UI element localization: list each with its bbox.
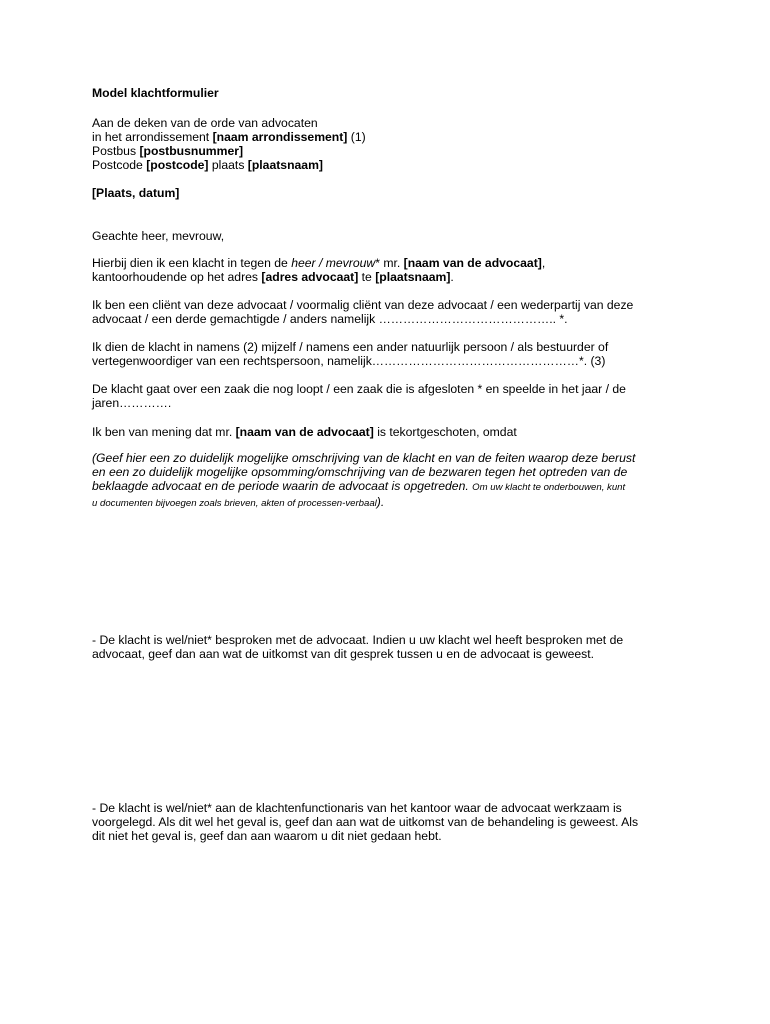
p8-line-3: dit niet het geval is, geef dan aan waarom u dit niet gedaan hebt.	[92, 829, 442, 843]
address-line-2	[92, 130, 692, 144]
advocaat-plaatsnaam-placeholder: [plaatsnaam]	[375, 270, 451, 284]
address-line-1: Aan de deken van de orde van advocaten	[92, 116, 318, 130]
paragraph-case-status	[92, 382, 692, 410]
p7-line-1: - De klacht is wel/niet* besproken met de advocaat. Indien u uw klacht wel heeft besproken met de	[92, 633, 624, 647]
postbus-label: Postbus	[92, 144, 140, 158]
paragraph-discussed-with-advocaat	[92, 633, 692, 661]
p3-line-1: Ik dien de klacht in namens (2) mijzelf / namens een ander natuurlijk persoon / als bestuurder of	[92, 340, 609, 354]
p5-advocaat-placeholder: [naam van de advocaat]	[235, 425, 374, 439]
plaats-label: plaats	[208, 158, 248, 172]
address-line-2-suffix: (1)	[347, 130, 366, 144]
p1-title-choice: heer / mevrouw	[291, 256, 376, 270]
p2-line-2: advocaat / een derde gemachtigde / anders namelijk …………………………………….. *.	[92, 312, 568, 326]
paragraph-complaint-against	[92, 256, 692, 284]
address-line-2-prefix: in het arrondissement	[92, 130, 213, 144]
p1-text-c: * mr.	[375, 256, 404, 270]
paragraph-instructions	[92, 451, 702, 511]
p6-line-4-small: u documenten bijvoegen zoals brieven, akten of processen-verbaal	[92, 498, 377, 509]
p5-text-c: is tekortgeschoten, omdat	[373, 425, 517, 439]
p4-line-1: De klacht gaat over een zaak die nog loopt / een zaak die is afgesloten * en speelde in het jaar / de	[92, 382, 626, 396]
title-text: Model klachtformulier	[92, 86, 219, 100]
postcode-label: Postcode	[92, 158, 147, 172]
paragraph-opinion	[92, 425, 692, 439]
p8-line-2: voorgelegd. Als dit wel het geval is, geef dan aan wat de uitkomst van de behandeling is geweest. Als	[92, 815, 639, 829]
place-date-placeholder: [Plaats, datum]	[92, 186, 180, 200]
p6-line-3-small: Om uw klacht te onderbouwen, kunt	[472, 482, 626, 493]
p6-line-4-end: ).	[376, 495, 385, 509]
p6-line-3	[92, 479, 702, 495]
p1-text-j: .	[450, 270, 454, 284]
p6-line-3-text: beklaagde advocaat en de periode waarin de advocaat is opgetreden.	[92, 479, 473, 493]
paragraph-relation	[92, 298, 692, 326]
document-title	[92, 86, 692, 100]
postbus-placeholder: [postbusnummer]	[139, 144, 244, 158]
p7-line-2: advocaat, geef dan aan wat de uitkomst van dit gesprek tussen u en de advocaat is geweest.	[92, 647, 595, 661]
advocaat-address-placeholder: [adres advocaat]	[261, 270, 359, 284]
p6-line-4	[92, 495, 702, 511]
address-line-4	[92, 158, 692, 172]
p1-line-2	[92, 270, 692, 284]
recipient-address	[92, 116, 692, 172]
salutation: Geachte heer, mevrouw,	[92, 229, 225, 243]
address-line-3	[92, 144, 692, 158]
advocaat-name-placeholder: [naam van de advocaat]	[403, 256, 542, 270]
plaatsnaam-placeholder: [plaatsnaam]	[247, 158, 323, 172]
p1-text-e: ,	[541, 256, 546, 270]
p6-line-1: (Geef hier een zo duidelijk mogelijke omschrijving van de klacht en van de feiten waarop deze berust	[92, 451, 636, 465]
p2-line-1: Ik ben een cliënt van deze advocaat / voormalig cliënt van deze advocaat / een wederpartij van deze	[92, 298, 634, 312]
p1-line-1	[92, 256, 692, 270]
p1-text-f: kantoorhoudende op het adres	[92, 270, 262, 284]
p3-line-2: vertegenwoordiger van een rechtspersoon, namelijk……………………………………………*. (3)	[92, 354, 606, 368]
paragraph-klachtenfunctionaris	[92, 801, 692, 843]
arrondissement-placeholder: [naam arrondissement]	[212, 130, 348, 144]
postcode-placeholder: [postcode]	[146, 158, 209, 172]
paragraph-on-behalf	[92, 340, 692, 368]
p1-text-a: Hierbij dien ik een klacht in tegen de	[92, 256, 292, 270]
p1-text-h: te	[358, 270, 376, 284]
p4-line-2: jaren………….	[92, 396, 172, 410]
place-date	[92, 186, 692, 200]
p5-text-a: Ik ben van mening dat mr.	[92, 425, 236, 439]
p6-line-2: en een zo duidelijk mogelijke opsomming/omschrijving van de bezwaren tegen het optreden van de	[92, 465, 628, 479]
p8-line-1: - De klacht is wel/niet* aan de klachtenfunctionaris van het kantoor waar de advocaat werkzaam is	[92, 801, 622, 815]
